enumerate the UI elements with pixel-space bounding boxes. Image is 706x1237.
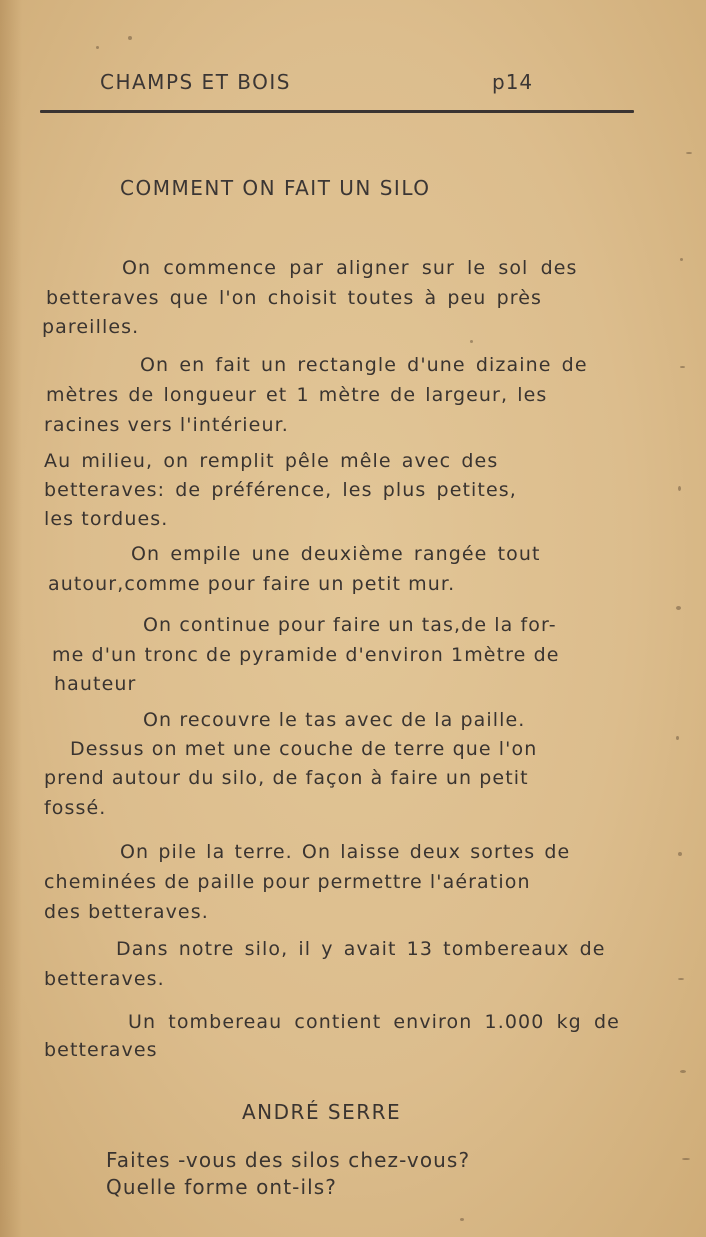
paper-speck [676,606,681,610]
text-line: racines vers l'intérieur. [44,414,289,436]
text-line: les tordues. [44,508,169,530]
paper-speck [676,736,679,740]
text-line: On empile une deuxième rangée tout [131,543,541,565]
paper-speck [678,486,681,491]
paper-speck [460,1218,464,1221]
article-author: ANDRÉ SERRE [242,1100,402,1124]
text-line: On en fait un rectangle d'une dizaine de [140,354,588,376]
text-line: des betteraves. [44,901,209,923]
text-line: betteraves que l'on choisit toutes à peu près [46,287,543,309]
text-line: fossé. [44,797,107,819]
question-line: Quelle forme ont-ils? [106,1175,338,1199]
paper-speck [128,36,132,40]
paper-speck [680,1070,686,1073]
text-line: mètres de longueur et 1 mètre de largeur, les [46,384,548,406]
header-rule [40,110,634,113]
text-line: pareilles. [42,316,140,338]
publication-title: CHAMPS ET BOIS [100,70,291,94]
text-line: Dans notre silo, il y avait 13 tombereaux de [116,938,606,960]
text-line: betteraves. [44,968,165,990]
question-line: Faites -vous des silos chez-vous? [106,1148,471,1172]
paper-speck [680,366,685,368]
text-line: betteraves: de préférence, les plus petites, [44,479,517,501]
text-line: cheminées de paille pour permettre l'aération [44,871,531,893]
text-line: On commence par aligner sur le sol des [122,257,578,279]
paper-speck [686,152,692,154]
article-title: COMMENT ON FAIT UN SILO [120,176,431,200]
text-line: betteraves [44,1039,158,1061]
text-line: On recouvre le tas avec de la paille. [143,709,526,731]
paper-speck [682,1158,690,1160]
text-line: Dessus on met une couche de terre que l'on [70,738,538,760]
text-line: hauteur [54,673,137,695]
text-line: prend autour du silo, de façon à faire un petit [44,767,529,789]
text-line: On continue pour faire un tas,de la for- [143,614,557,636]
text-line: On pile la terre. On laisse deux sortes de [120,841,571,863]
page-header [100,70,540,100]
paper-speck [678,978,684,980]
text-line: me d'un tronc de pyramide d'environ 1mètre de [52,644,560,666]
paper-speck [678,852,682,856]
text-line: autour,comme pour faire un petit mur. [48,573,456,595]
paper-speck [470,340,473,343]
paper-speck [96,46,99,49]
page-edge-shadow [0,0,22,1237]
text-line: Un tombereau contient environ 1.000 kg de [128,1011,620,1033]
paper-speck [680,258,683,261]
text-line: Au milieu, on remplit pêle mêle avec des [44,450,499,472]
page-number: p14 [492,70,534,94]
